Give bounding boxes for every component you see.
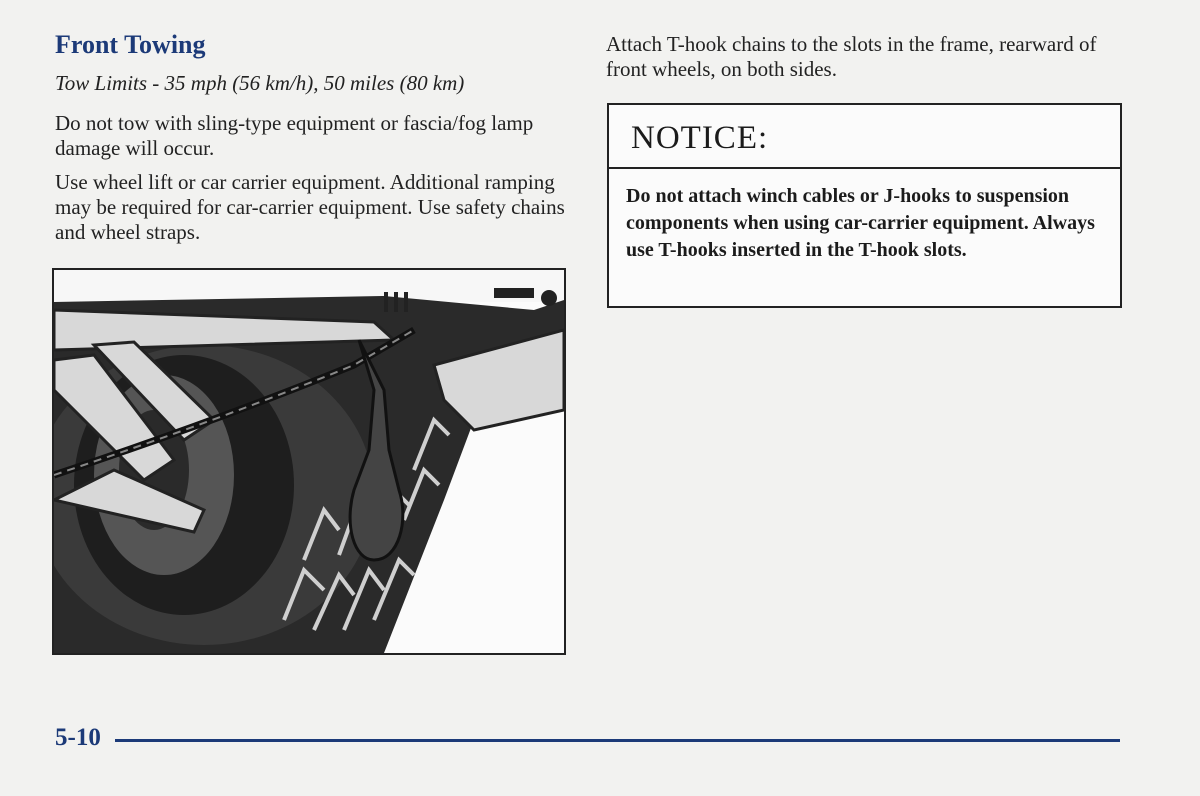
notice-box xyxy=(607,103,1122,308)
paragraph-t-hook: Attach T-hook chains to the slots in the frame, rearward of front wheels, on both sides. xyxy=(606,32,1097,81)
page-number: 5-10 xyxy=(55,724,101,751)
tow-illustration-icon xyxy=(54,270,564,653)
footer-rule xyxy=(115,739,1120,742)
notice-title: NOTICE: xyxy=(609,105,1120,169)
notice-body: Do not attach winch cables or J-hooks to suspension components when using car-carrier equipment. Always use T-hooks inserted in the T-hook slots. xyxy=(626,185,1095,261)
paragraph-equipment: Use wheel lift or car carrier equipment. Additional ramping may be required for car-carrier equipment. Use safety chains and wheel straps. xyxy=(55,170,565,244)
tow-limits-subheading: Tow Limits - 35 mph (56 km/h), 50 miles (80 km) xyxy=(55,71,465,95)
section-heading: Front Towing xyxy=(55,30,206,59)
paragraph-sling-warning: Do not tow with sling-type equipment or fascia/fog lamp damage will occur. xyxy=(55,111,534,160)
t-hook-chain-illustration xyxy=(52,268,566,655)
